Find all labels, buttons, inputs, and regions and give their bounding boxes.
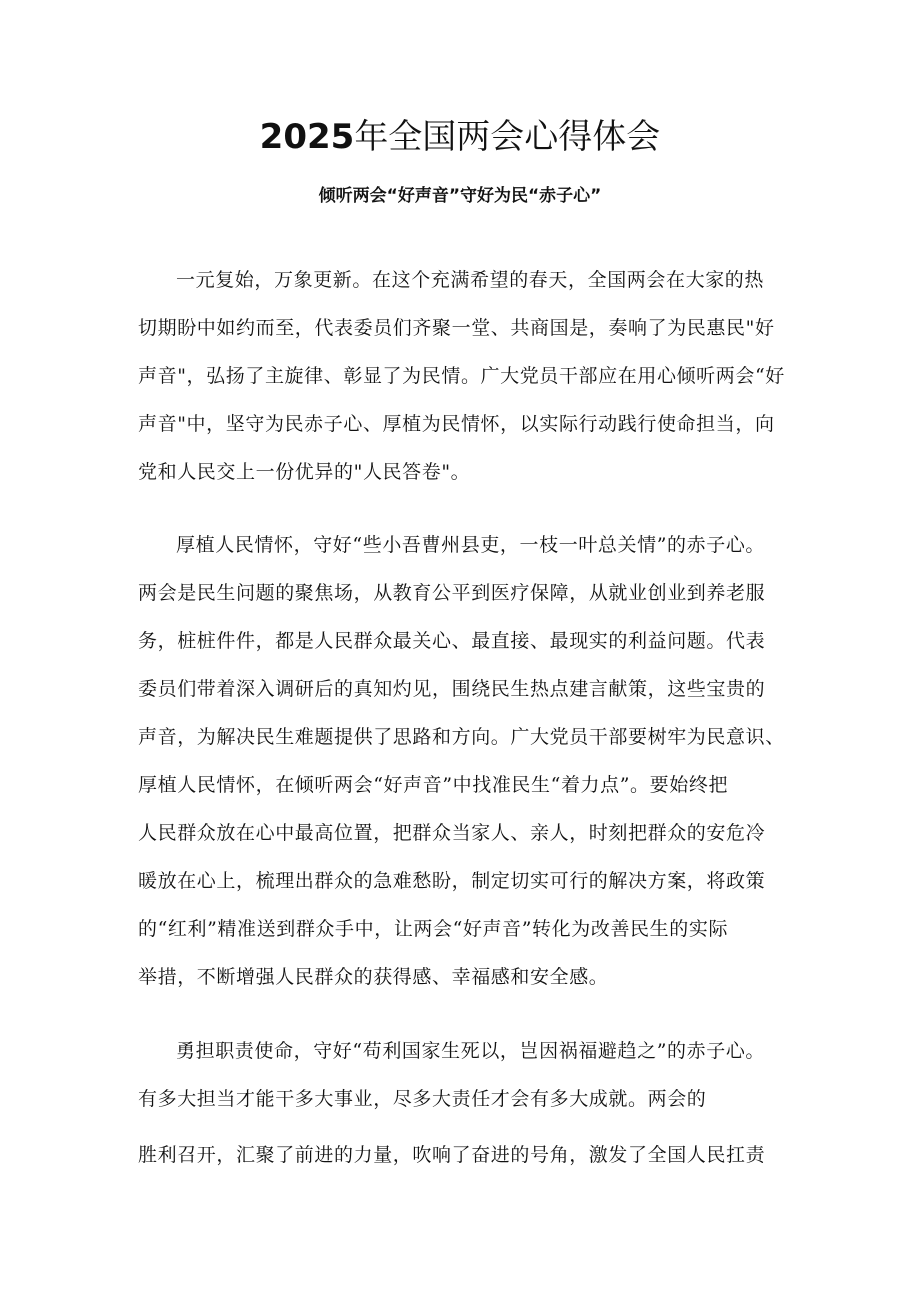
title-year: 2025 [259,117,355,157]
paragraph-3-line-1: 勇担职责使命，守好“苟利国家生死以，岂因祸福避趋之”的赤子心。 [176,1040,766,1062]
paragraph-2-line-4: 委员们带着深入调研后的真知灼见，围绕民生热点建言献策，这些宝贵的 [138,678,766,700]
paragraph-2-line-8: 暖放在心上，梳理出群众的急难愁盼，制定切实可行的解决方案，将政策 [138,870,766,892]
paragraph-2-line-3: 务，桩桩件件，都是人民群众最关心、最直接、最现实的利益问题。代表 [138,630,766,652]
paragraph-2-line-1: 厚植人民情怀，守好“些小吾曹州县吏，一枝一叶总关情”的赤子心。 [176,534,766,556]
paragraph-2-line-10: 举措，不断增强人民群众的获得感、幸福感和安全感。 [138,966,609,988]
title-text: 年全国两会心得体会 [354,117,661,157]
paragraph-2-line-2: 两会是民生问题的聚焦场，从教育公平到医疗保障，从就业创业到养老服 [138,582,766,604]
document-title [0,112,920,162]
document-subtitle: 倾听两会“好声音”守好为民“赤子心” [318,186,602,206]
paragraph-3-line-2: 有多大担当才能干多大事业，尽多大责任才会有多大成就。两会的 [138,1088,707,1110]
paragraph-1-line-5: 党和人民交上一份优异的"人民答卷"。 [138,461,471,483]
paragraph-2-line-5: 声音，为解决民生难题提供了思路和方向。广大党员干部要树牢为民意识、 [138,726,785,748]
paragraph-1-line-4: 声音"中，坚守为民赤子心、厚植为民情怀，以实际行动践行使命担当，向 [138,413,775,435]
paragraph-1-line-1: 一元复始，万象更新。在这个充满希望的春天，全国两会在大家的热 [176,269,765,291]
paragraph-3-line-3: 胜利召开，汇聚了前进的力量，吹响了奋进的号角，激发了全国人民扛责 [138,1144,766,1166]
paragraph-2-line-6: 厚植人民情怀，在倾听两会“好声音”中找准民生“着力点”。要始终把 [138,774,729,796]
paragraph-1-line-2: 切期盼中如约而至，代表委员们齐聚一堂、共商国是，奏响了为民惠民"好 [138,317,775,339]
paragraph-1-line-3: 声音"，弘扬了主旋律、彰显了为民情。广大党员干部应在用心倾听两会“好 [138,365,785,387]
paragraph-2-line-9: 的“红利”精准送到群众手中，让两会“好声音”转化为改善民生的实际 [138,918,729,940]
paragraph-2-line-7: 人民群众放在心中最高位置，把群众当家人、亲人，时刻把群众的安危冷 [138,822,766,844]
